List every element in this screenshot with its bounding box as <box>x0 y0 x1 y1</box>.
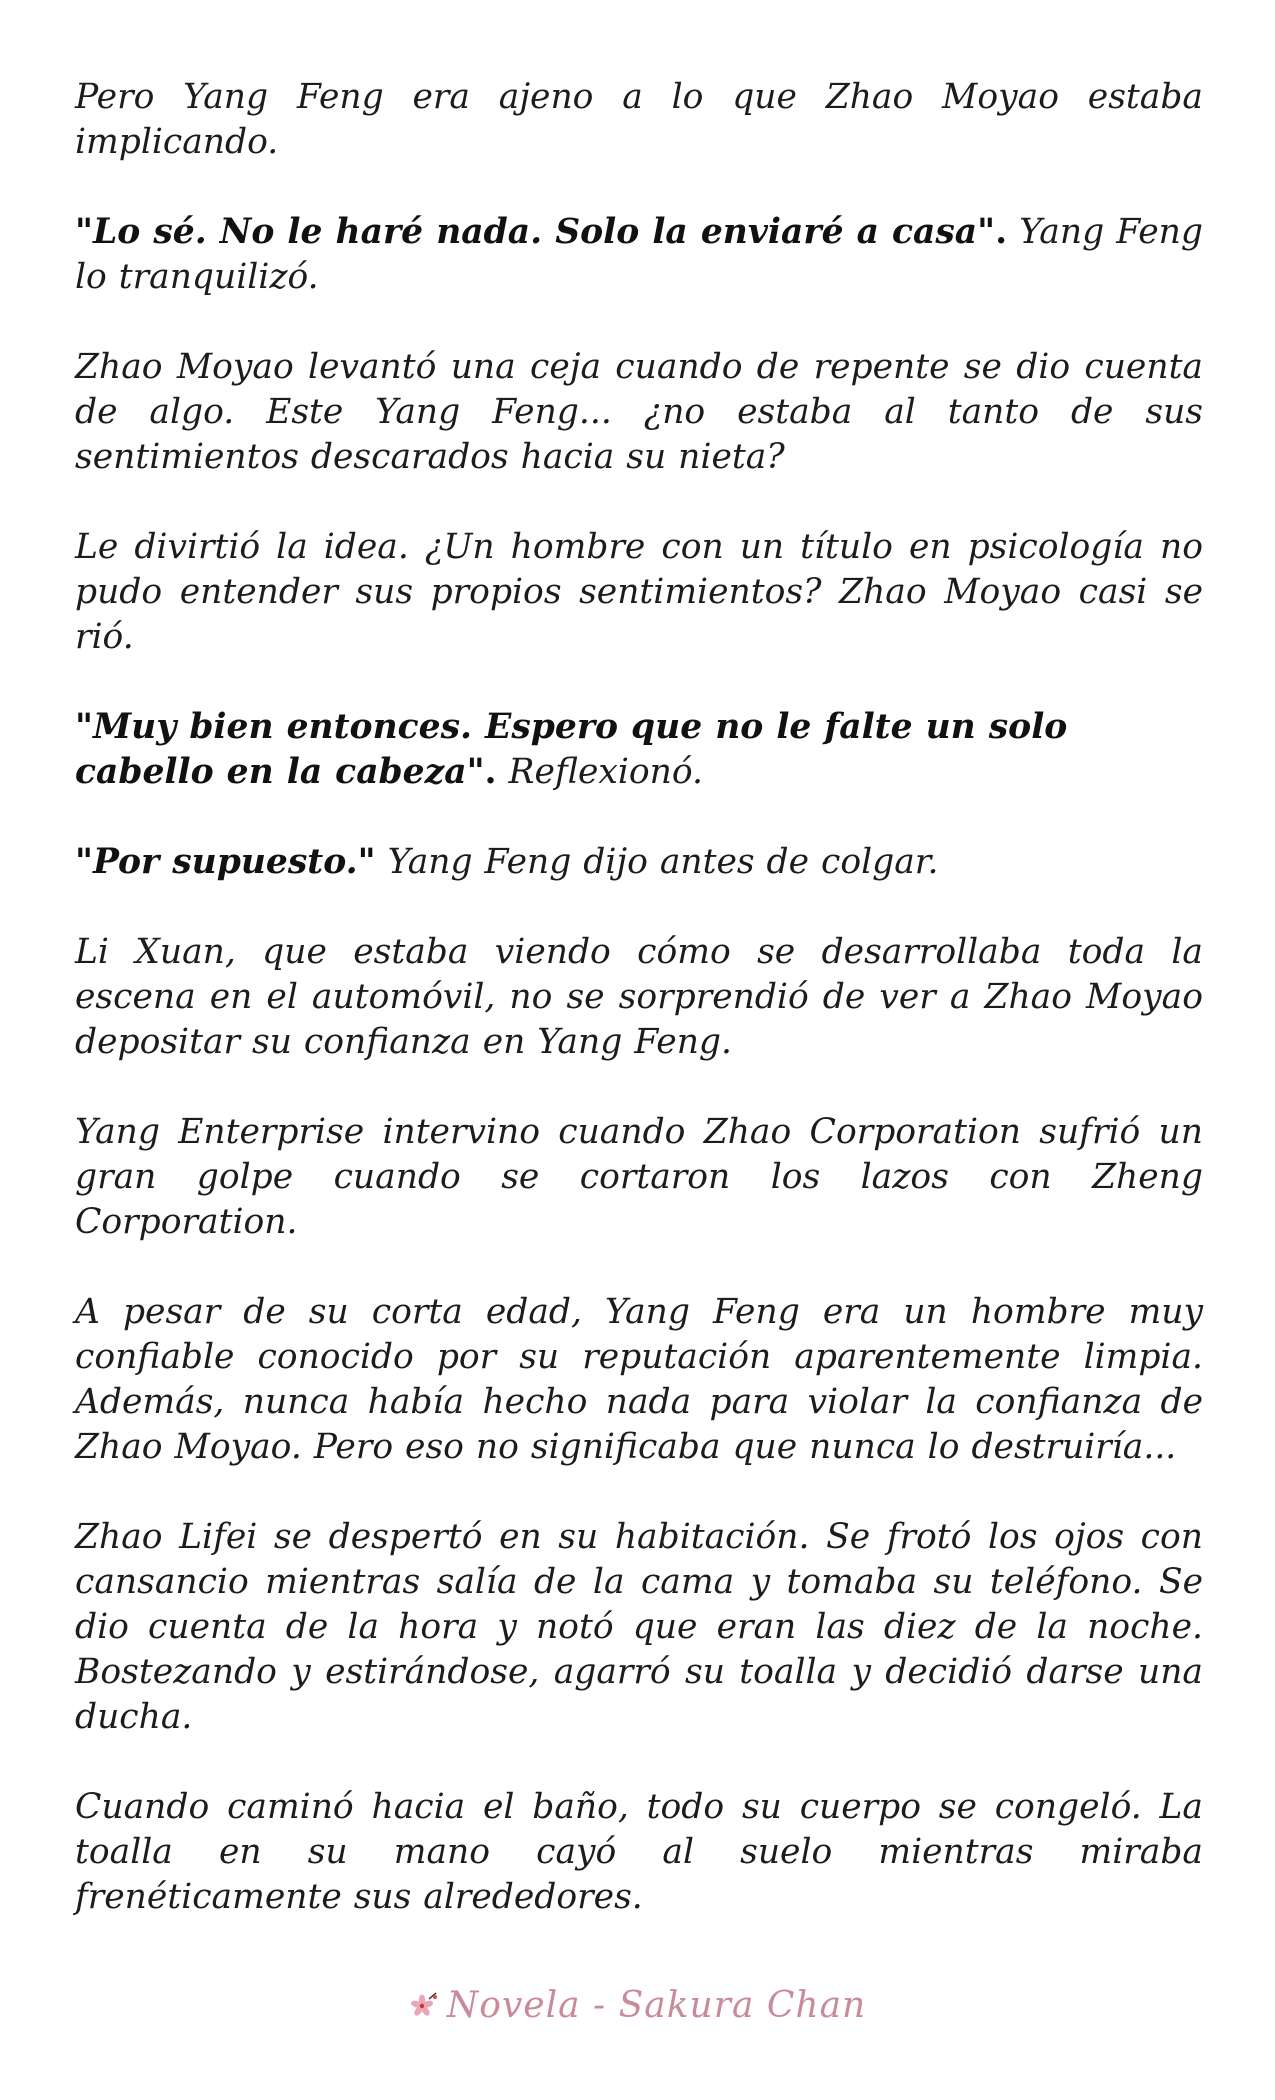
paragraph: Yang Enterprise intervino cuando Zhao Corporation sufrió un gran golpe cuando se cortaron los lazos con Zheng Corporation. <box>75 1112 1203 1242</box>
paragraph: Li Xuan, que estaba viendo cómo se desarrollaba toda la escena en el automóvil, no se sorprendió de ver a Zhao Moyao depositar su confianza en Yang Feng. <box>75 932 1203 1062</box>
paragraph: Le divirtió la idea. ¿Un hombre con un título en psicología no pudo entender sus propios sentimientos? Zhao Moyao casi se rió. <box>75 527 1203 657</box>
dialogue-paragraph: "Muy bien entonces. Espero que no le falte un solo cabello en la cabeza". Reflexionó. <box>75 707 1068 792</box>
dialogue-paragraph: "Lo sé. No le haré nada. Solo la enviaré a casa". Yang Feng lo tranquilizó. <box>75 212 1203 297</box>
paragraph: Zhao Lifei se despertó en su habitación. Se frotó los ojos con cansancio mientras salía de la cama y tomaba su teléfono. Se dio cuenta de la hora y notó que eran las diez de la noche. Bostezando y estirándose, agarró su toalla y decidió darse una ducha. <box>75 1517 1203 1737</box>
dialogue-paragraph: "Por supuesto." Yang Feng dijo antes de colgar. <box>75 842 939 882</box>
dialogue-quote: Por supuesto. <box>92 842 358 882</box>
dialogue-narration: Yang Feng dijo antes de colgar. <box>375 842 939 882</box>
paragraph: A pesar de su corta edad, Yang Feng era un hombre muy confiable conocido por su reputación aparentemente limpia. Además, nunca había hecho nada para violar la confianza de Zhao Moyao. Pero eso no significaba que nunca lo destruiría... <box>75 1292 1203 1467</box>
dialogue-quote: Lo sé. No le haré nada. Solo la enviaré a casa <box>92 212 978 252</box>
paragraph: Cuando caminó hacia el baño, todo su cuerpo se congeló. La toalla en su mano cayó al suelo mientras miraba frenéticamente sus alrededores. <box>75 1787 1203 1917</box>
paragraph: Pero Yang Feng era ajeno a lo que Zhao Moyao estaba implicando. <box>75 77 1203 162</box>
dialogue-narration: Yang Feng lo tranquilizó. <box>75 212 1203 297</box>
watermark <box>0 1985 1275 2026</box>
paragraph: Zhao Moyao levantó una ceja cuando de repente se dio cuenta de algo. Este Yang Feng... ¿no estaba al tanto de sus sentimientos descarados hacia su nieta? <box>75 347 1203 477</box>
sakura-flower-icon <box>409 1991 439 2021</box>
dialogue-quote: Muy bien entonces. Espero que no le falte un solo cabello en la cabeza <box>75 707 1068 792</box>
document-body <box>75 75 1203 1965</box>
watermark-text: Novela - Sakura Chan <box>446 1985 867 2026</box>
dialogue-narration: Reflexionó. <box>496 752 703 792</box>
